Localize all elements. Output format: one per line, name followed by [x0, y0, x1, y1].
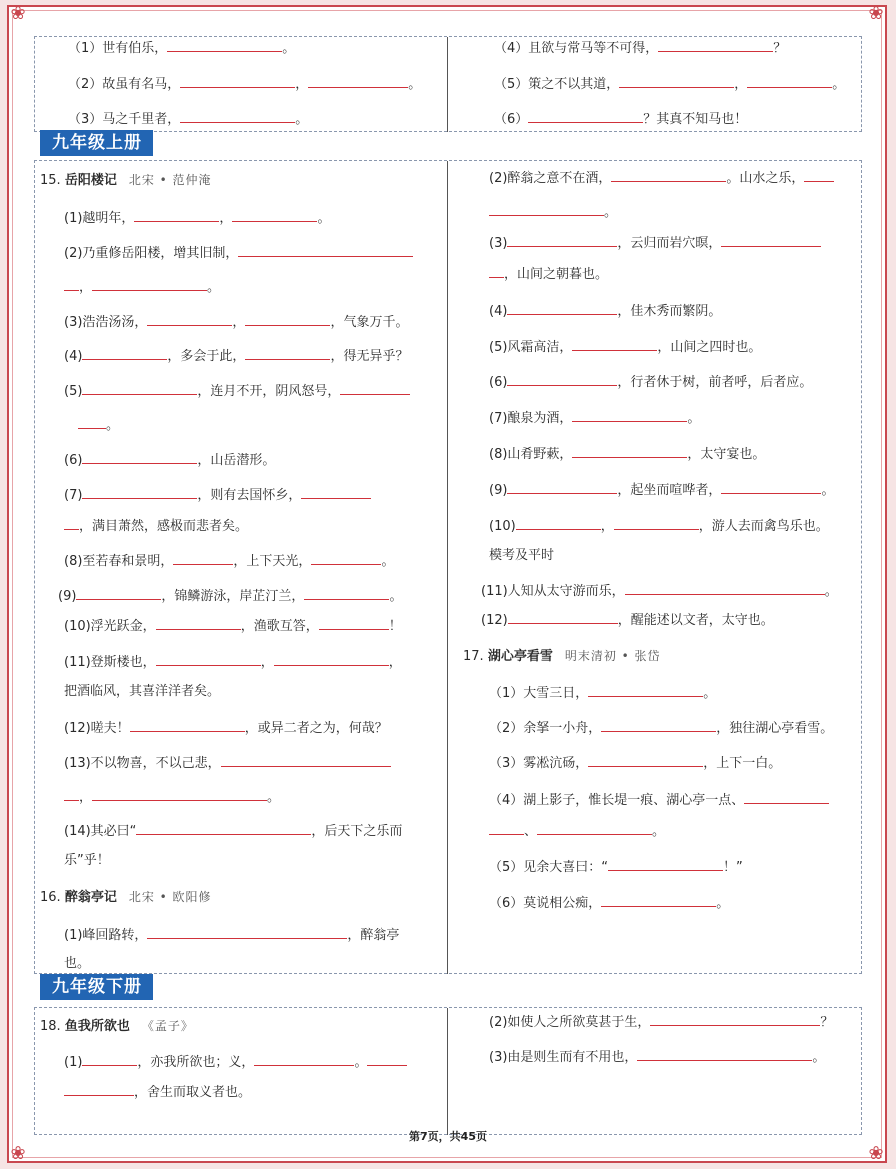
p16-line-12: (12) ，醒能述以文者，太守也。 [481, 609, 774, 632]
p17-line-4-cont: 、 。 [489, 820, 665, 843]
p15-line-5-cont: 。 [64, 414, 119, 437]
answer-blank[interactable] [601, 892, 716, 907]
p16-line-2-cont: 。 [489, 201, 617, 224]
column-divider [447, 161, 448, 974]
p16-line-4: (4) ，佳木秀而繁阴。 [489, 300, 721, 323]
column-divider [447, 1008, 448, 1135]
answer-blank[interactable] [489, 263, 504, 278]
answer-blank[interactable] [274, 651, 389, 666]
p17-line-6: （6）莫说相公痴， 。 [489, 892, 729, 915]
answer-blank[interactable] [180, 73, 295, 88]
p15-line-9: (9) ，锦鳞游泳，岸芷汀兰， 。 [58, 585, 402, 608]
answer-blank[interactable] [92, 276, 207, 291]
answer-blank[interactable] [721, 232, 821, 247]
top-right-line-6: （6） ？其真不知马也！ [494, 108, 747, 131]
answer-blank[interactable] [319, 615, 389, 630]
passage-15-heading: 15. 岳阳楼记 北宋 • 范仲淹 [40, 173, 212, 188]
p15-line-8: (8)至若春和景明， ，上下天光， 。 [64, 550, 394, 573]
answer-blank[interactable] [611, 167, 726, 182]
p15-line-12: (12)嗟夫！ ，或异二者之为，何哉？ [64, 717, 388, 740]
p15-line-14-cont: 乐”乎！ [64, 853, 110, 868]
p15-line-5: (5) ，连月不开，阴风怒号， [64, 380, 410, 403]
answer-blank[interactable] [76, 585, 161, 600]
answer-blank[interactable] [147, 924, 347, 939]
answer-blank[interactable] [516, 515, 601, 530]
p18-line-2: (2)如使人之所欲莫甚于生， ？ [489, 1011, 833, 1034]
p16-line-6: (6) ，行者休于树，前者呼，后者应。 [489, 371, 812, 394]
corner-ornament-icon: ❀ [868, 3, 884, 24]
passage-17-heading: 17. 湖心亭看雪 明末清初 • 张岱 [463, 649, 661, 664]
answer-blank[interactable] [507, 371, 617, 386]
section-banner-grade9-second: 九年级下册 [40, 974, 153, 1000]
answer-blank[interactable] [147, 311, 232, 326]
corner-ornament-icon: ❀ [10, 1143, 26, 1164]
p16-line-7: (7)酿泉为酒， 。 [489, 407, 700, 430]
answer-blank[interactable] [245, 345, 330, 360]
answer-blank[interactable] [804, 167, 834, 182]
answer-blank[interactable] [489, 201, 604, 216]
answer-blank[interactable] [82, 1051, 137, 1066]
answer-blank[interactable] [156, 651, 261, 666]
answer-blank[interactable] [254, 1051, 354, 1066]
answer-blank[interactable] [572, 336, 657, 351]
p15-line-7: (7) ，则有去国怀乡， [64, 484, 371, 507]
p16-line-8: (8)山肴野蔌， ，太守宴也。 [489, 443, 765, 466]
page-number: 第7页，共45页 [409, 1130, 487, 1143]
answer-blank[interactable] [156, 615, 241, 630]
answer-blank[interactable] [311, 550, 381, 565]
answer-blank[interactable] [167, 37, 282, 52]
answer-blank[interactable] [64, 786, 79, 801]
p15-line-2-cont: ， 。 [64, 276, 220, 299]
answer-blank[interactable] [658, 37, 773, 52]
p18-line-1: (1) ，亦我所欲也；义， 。 [64, 1051, 407, 1074]
p15-line-6: (6) ，山岳潜形。 [64, 449, 275, 472]
p15-line-13-cont: ， 。 [64, 786, 280, 809]
p17-line-4: （4）湖上影子，惟长堤一痕、湖心亭一点、 [489, 789, 829, 812]
answer-blank[interactable] [588, 682, 703, 697]
answer-blank[interactable] [588, 752, 703, 767]
answer-blank[interactable] [173, 550, 233, 565]
p16-line-3-cont: ，山间之朝暮也。 [489, 263, 608, 286]
answer-blank[interactable] [528, 108, 643, 123]
p15-line-3: (3)浩浩汤汤， ， ，气象万千。 [64, 311, 408, 334]
answer-blank[interactable] [614, 515, 699, 530]
answer-blank[interactable] [637, 1046, 812, 1061]
answer-blank[interactable] [64, 515, 79, 530]
top-right-line-5: （5）策之不以其道， ， 。 [494, 73, 845, 96]
corner-ornament-icon: ❀ [868, 1143, 884, 1164]
p17-line-3: （3）雾凇沆砀， ，上下一白。 [489, 752, 781, 775]
p16-line-11: (11)人知从太守游而乐， 。 [481, 580, 838, 603]
top-right-line-4: （4）且欲与常马等不可得， ？ [494, 37, 786, 60]
answer-blank[interactable] [507, 300, 617, 315]
p17-line-1: （1）大雪三日， 。 [489, 682, 716, 705]
answer-blank[interactable] [92, 786, 267, 801]
p18-line-1-cont: ，舍生而取义者也。 [64, 1081, 251, 1104]
p16-line-3: (3) ，云归而岩穴暝， [489, 232, 821, 255]
answer-blank[interactable] [82, 449, 197, 464]
answer-blank[interactable] [601, 717, 716, 732]
answer-blank[interactable] [136, 820, 311, 835]
answer-blank[interactable] [608, 856, 723, 871]
p15-line-7-cont: ，满目萧然，感极而悲者矣。 [64, 515, 248, 538]
answer-blank[interactable] [537, 820, 652, 835]
passage-18-heading: 18. 鱼我所欲也 《孟子》 [40, 1019, 194, 1034]
answer-blank[interactable] [367, 1051, 407, 1066]
answer-blank[interactable] [572, 407, 687, 422]
answer-blank[interactable] [221, 752, 391, 767]
answer-blank[interactable] [308, 73, 408, 88]
top-left-line-3: （3）马之千里者， 。 [68, 108, 308, 131]
p15-line-2: (2)乃重修岳阳楼，增其旧制， [64, 242, 413, 265]
p17-line-2: （2）余拏一小舟， ，独往湖心亭看雪。 [489, 717, 833, 740]
answer-blank[interactable] [82, 380, 197, 395]
answer-blank[interactable] [301, 484, 371, 499]
answer-blank[interactable] [572, 443, 687, 458]
section-banner-grade9-first: 九年级上册 [40, 130, 153, 156]
answer-blank[interactable] [245, 311, 330, 326]
answer-blank[interactable] [134, 207, 219, 222]
answer-blank[interactable] [340, 380, 410, 395]
p17-line-5: （5）见余大喜曰：“ ！” [489, 856, 743, 879]
answer-blank[interactable] [130, 717, 245, 732]
p16-line-10: (10) ， ，游人去而禽鸟乐也。 [489, 515, 829, 538]
p15-line-4: (4) ，多会于此， ，得无异乎？ [64, 345, 408, 368]
answer-blank[interactable] [747, 73, 832, 88]
exam-note: 模考及平时 [489, 548, 555, 563]
p15-line-14: (14)其必曰“ ，后天下之乐而 [64, 820, 402, 843]
p16-line-2: (2)醉翁之意不在酒， 。山水之乐， [489, 167, 834, 190]
answer-blank[interactable] [507, 232, 617, 247]
p15-line-1: (1)越明年， ， 。 [64, 207, 330, 230]
top-left-line-1: （1）世有伯乐， 。 [68, 37, 295, 60]
answer-blank[interactable] [625, 580, 825, 595]
answer-blank[interactable] [82, 345, 167, 360]
answer-blank[interactable] [619, 73, 734, 88]
answer-blank[interactable] [238, 242, 413, 257]
answer-blank[interactable] [82, 484, 197, 499]
answer-blank[interactable] [721, 479, 821, 494]
answer-blank[interactable] [180, 108, 295, 123]
answer-blank[interactable] [508, 609, 618, 624]
p16-line-9: (9) ，起坐而喧哗者， 。 [489, 479, 834, 502]
answer-blank[interactable] [232, 207, 317, 222]
answer-blank[interactable] [489, 820, 524, 835]
p16-line-1-cont: 也。 [64, 956, 91, 971]
p15-line-11: (11)登斯楼也， ， ， [64, 651, 402, 674]
p15-line-11-cont: 把酒临风，其喜洋洋者矣。 [64, 684, 221, 699]
answer-blank[interactable] [744, 789, 829, 804]
answer-blank[interactable] [64, 276, 79, 291]
p15-line-13: (13)不以物喜，不以己悲， [64, 752, 391, 775]
passage-16-heading: 16. 醉翁亭记 北宋 • 欧阳修 [40, 890, 212, 905]
answer-blank[interactable] [507, 479, 617, 494]
answer-blank[interactable] [650, 1011, 820, 1026]
corner-ornament-icon: ❀ [10, 3, 26, 24]
p16-line-5: (5)风霜高洁， ，山间之四时也。 [489, 336, 761, 359]
top-left-line-2: （2）故虽有名马， ， 。 [68, 73, 421, 96]
answer-blank[interactable] [64, 1081, 134, 1096]
answer-blank[interactable] [78, 414, 106, 429]
answer-blank[interactable] [304, 585, 389, 600]
column-divider [447, 37, 448, 132]
p15-line-10: (10)浮光跃金， ，渔歌互答， ！ [64, 615, 402, 638]
p18-line-3: (3)由是则生而有不用也， 。 [489, 1046, 825, 1069]
p16-line-1: (1)峰回路转， ，醉翁亭 [64, 924, 399, 947]
